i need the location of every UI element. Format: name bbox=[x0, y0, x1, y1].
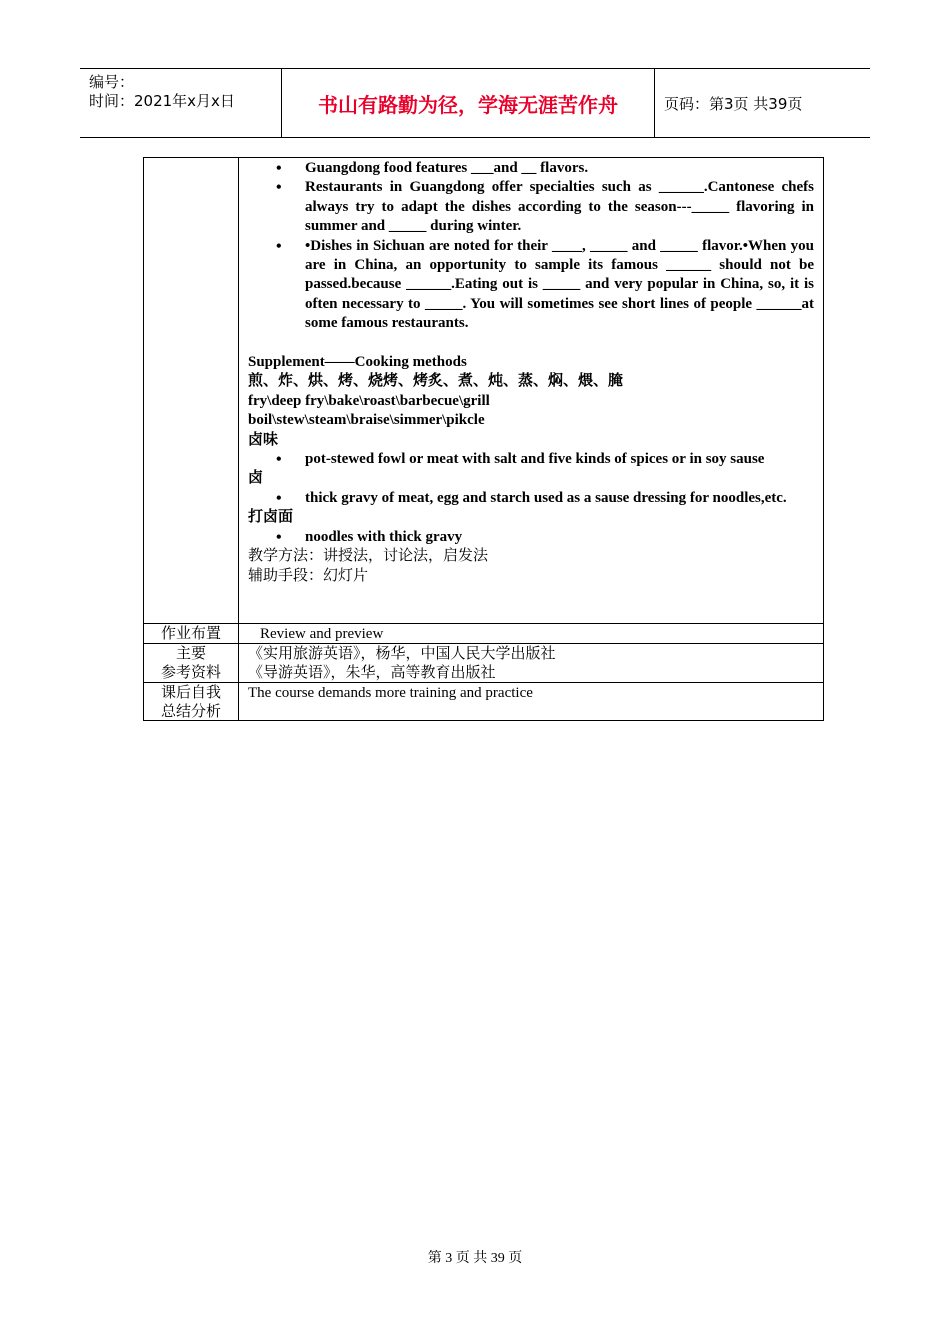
time-label: 时间：2021年x月x日 bbox=[89, 92, 235, 110]
teaching-aids: 辅助手段：幻灯片 bbox=[248, 567, 369, 584]
homework-value: Review and preview bbox=[260, 626, 384, 642]
header-meta bbox=[80, 69, 280, 137]
term-heading: 打卤面 bbox=[248, 509, 294, 526]
header-page-number: 页码：第3页 共39页 bbox=[664, 95, 803, 113]
references-value bbox=[248, 645, 814, 684]
list-item: • Restaurants in Guangdong offer specialties such as ______.Cantonese chefs always try to adapt the dishes according to the season---_____ flavoring in summer and _____ during winter. bbox=[248, 178, 814, 236]
list-item: • thick gravy of meat, egg and starch used as a sause dressing for noodles,etc. bbox=[248, 489, 814, 508]
reference-item: 《实用旅游英语》，杨华，中国人民大学出版社 bbox=[248, 646, 556, 662]
lesson-table bbox=[143, 157, 824, 721]
column-divider bbox=[238, 158, 239, 720]
header-divider bbox=[654, 69, 655, 137]
term-heading: 卤 bbox=[248, 470, 264, 487]
references-label: 主要 参考资料 bbox=[160, 646, 221, 682]
summary-label: 课后自我 总结分析 bbox=[160, 685, 221, 721]
methods-english-2: boil\stew\steam\braise\simmer\pikcle bbox=[248, 412, 485, 429]
row-divider bbox=[144, 643, 823, 644]
row-divider bbox=[144, 682, 823, 683]
term-definition-list bbox=[248, 489, 814, 508]
homework-label: 作业布置 bbox=[160, 626, 221, 642]
exercise-list bbox=[248, 159, 814, 334]
list-item: • Guangdong food features ___and __ flavors. bbox=[248, 159, 814, 178]
header-motto: 书山有路勤为径，学海无涯苦作舟 bbox=[318, 92, 618, 117]
lesson-content bbox=[248, 159, 814, 586]
teaching-method: 教学方法：讲授法，讨论法，启发法 bbox=[248, 548, 489, 565]
term-definition-list bbox=[248, 528, 814, 547]
summary-value: The course demands more training and practice bbox=[248, 685, 533, 701]
number-label: 编号： bbox=[89, 73, 135, 91]
term-heading: 卤味 bbox=[248, 431, 279, 448]
list-item: • •Dishes in Sichuan are noted for their ____, _____ and _____ flavor.•When you are in China, an opportunity to sample its famous ______ should not be passed.because ______.Eating out is _____ and very popular in China, so, it is often necessary to _____. You will sometimes see short lines of people ______at some famous restaurants. bbox=[248, 237, 814, 334]
list-item: • noodles with thick gravy bbox=[248, 528, 814, 547]
reference-item: 《导游英语》，朱华，高等教育出版社 bbox=[248, 665, 496, 682]
list-item: • pot-stewed fowl or meat with salt and five kinds of spices or in soy sause bbox=[248, 450, 814, 469]
document-header bbox=[80, 68, 870, 138]
methods-english-1: fry\deep fry\bake\roast\barbecue\grill bbox=[248, 392, 490, 409]
page-footer: 第 3 页 共 39 页 bbox=[427, 1251, 523, 1266]
methods-chinese: 煎、炸、烘、烤、烧烤、烤炙、煮、炖、蒸、焖、煨、腌 bbox=[248, 373, 624, 390]
row-divider bbox=[144, 623, 823, 624]
term-definition-list bbox=[248, 450, 814, 469]
supplement-title: Supplement——Cooking methods bbox=[248, 354, 467, 371]
